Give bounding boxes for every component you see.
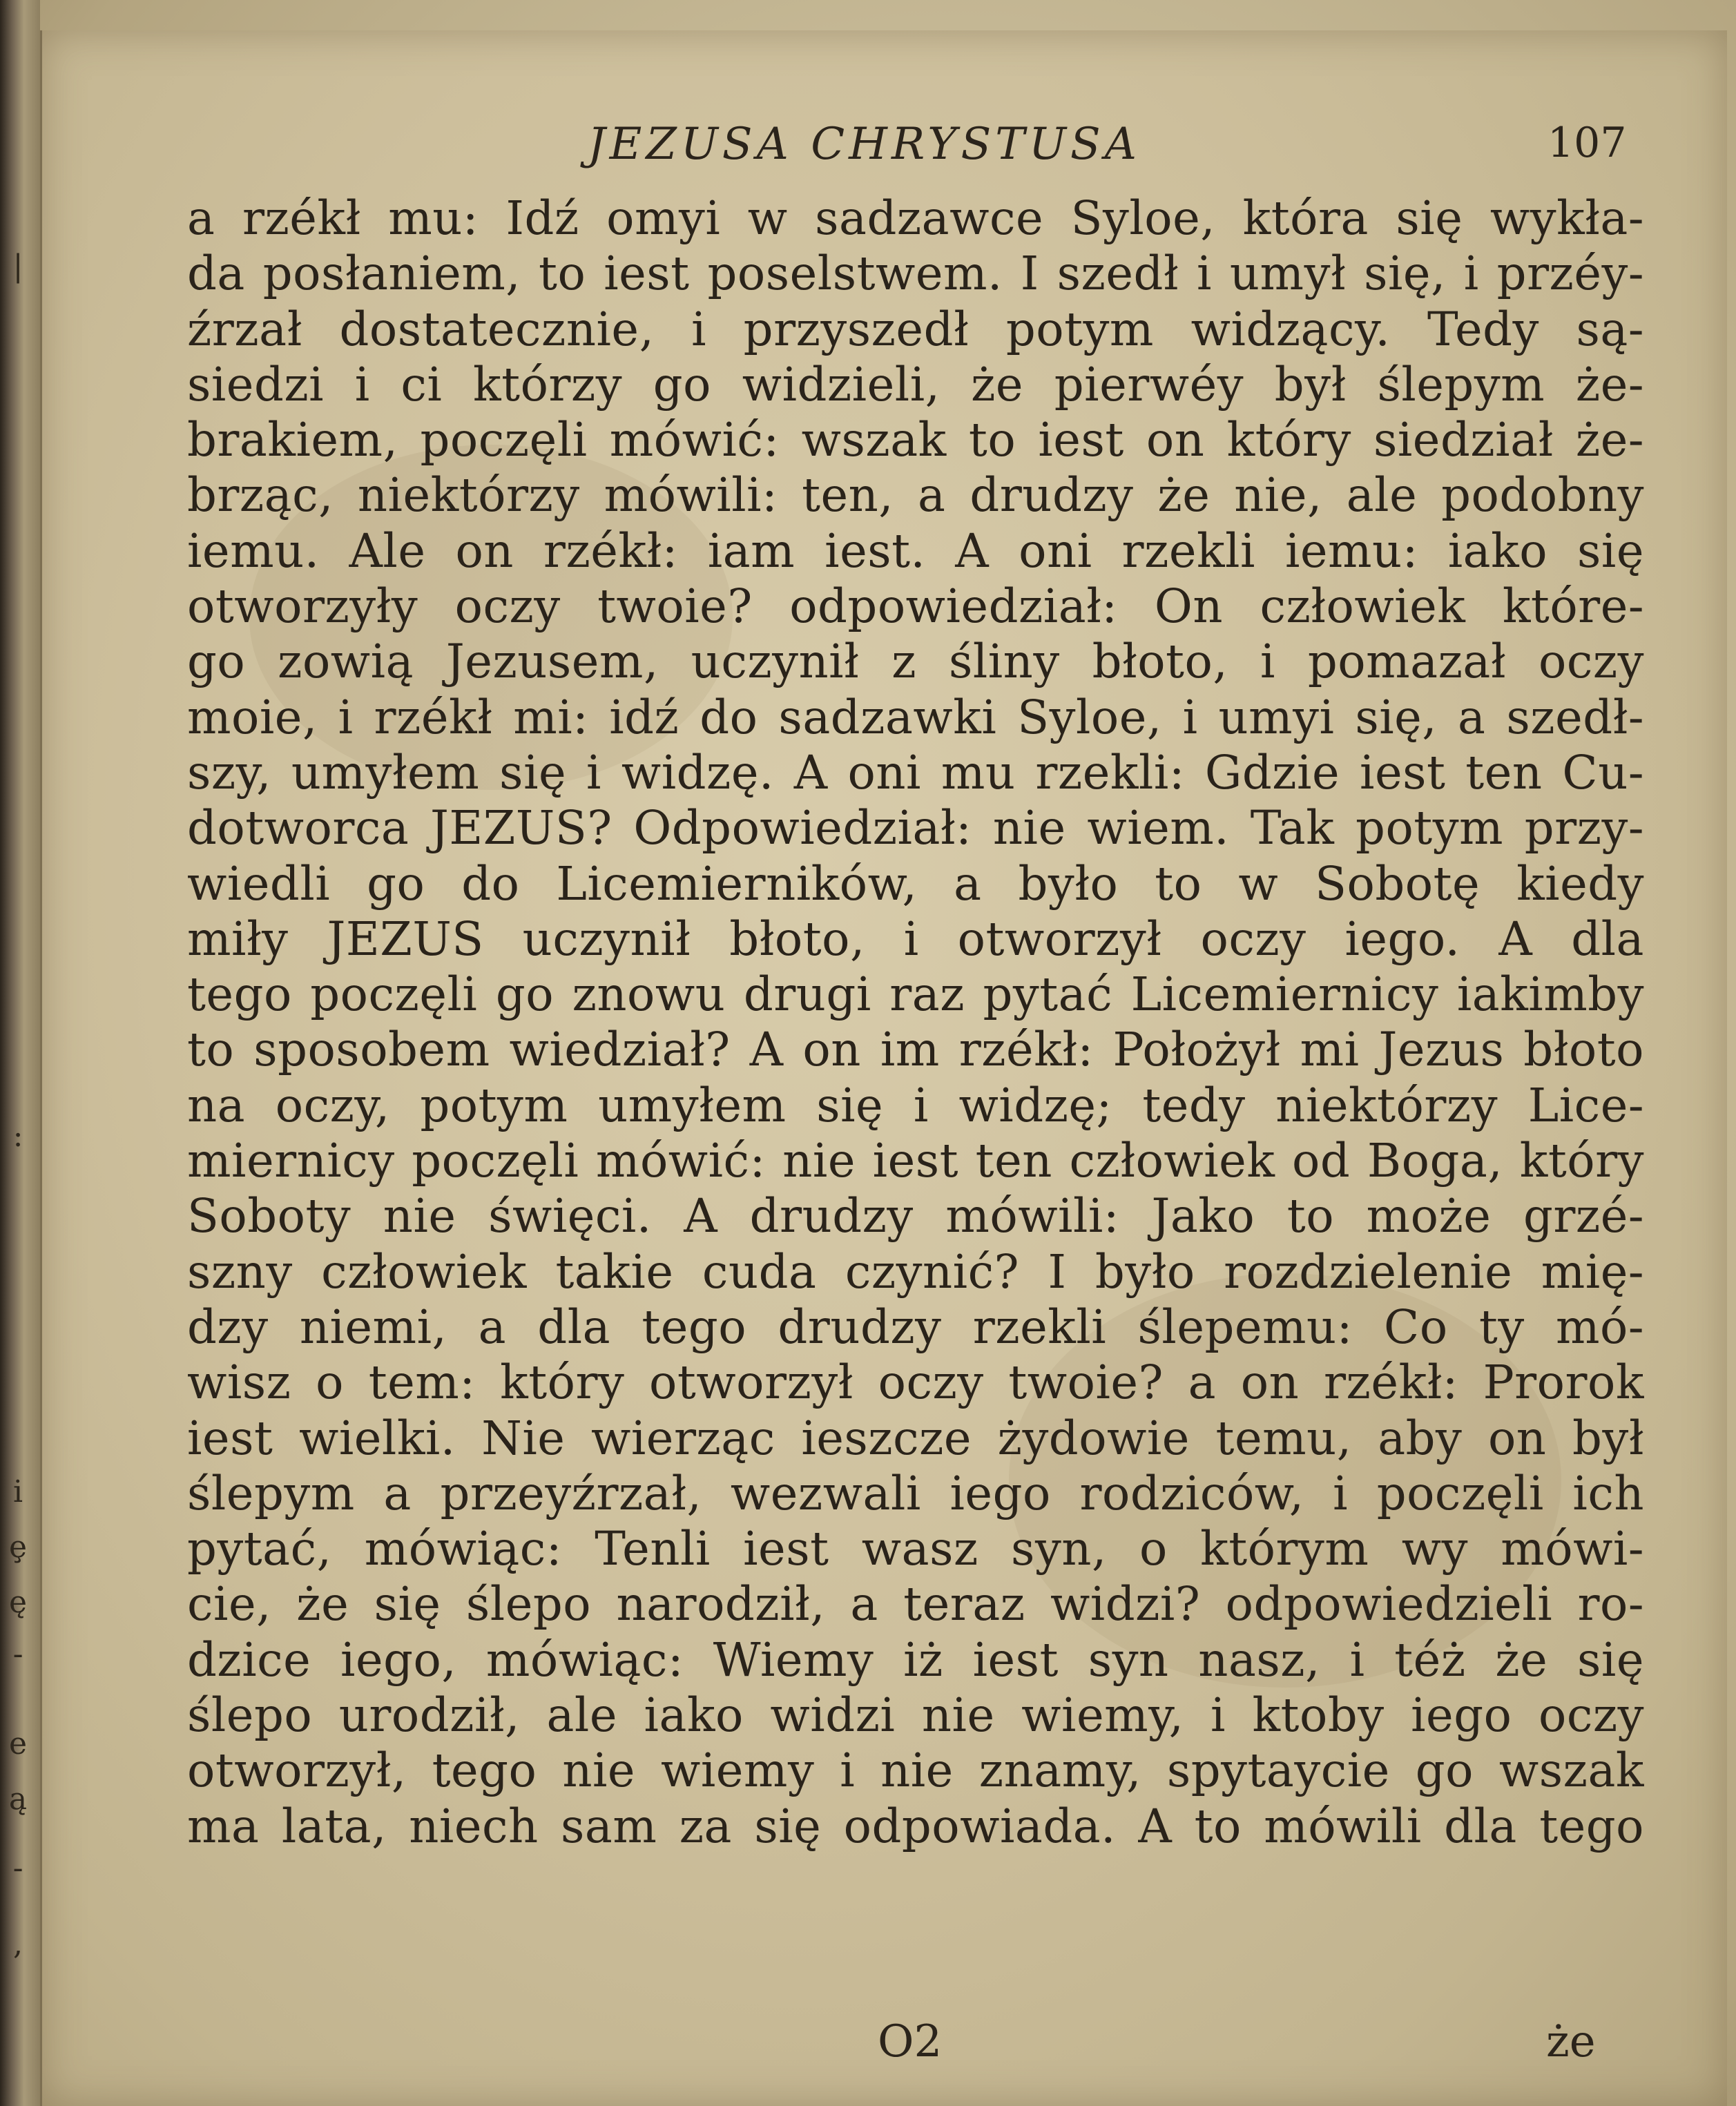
running-title: JEZUSA CHRYSTUSA xyxy=(588,119,1141,170)
text-line: szy, umyłem się i widzę. A oni mu rzekli: Gdzie iest ten Cu- xyxy=(187,745,1644,800)
text-line: tego poczęli go znowu drugi raz pytać Licemiernicy iakimby xyxy=(187,967,1644,1022)
margin-mark: e xyxy=(8,1726,28,1761)
text-line: go zowią Jezusem, uczynił z śliny błoto, i pomazał oczy xyxy=(187,635,1644,689)
book-page xyxy=(40,30,1727,2106)
text-line: to sposobem wiedział? A on im rzékł: Położył mi Jezus błoto xyxy=(187,1023,1644,1077)
text-line: cie, że się ślepo narodził, a teraz widzi? odpowiedzieli ro- xyxy=(187,1577,1644,1632)
text-line: iest wielki. Nie wierząc ieszcze żydowie temu, aby on był xyxy=(187,1411,1644,1465)
text-line: moie, i rzékł mi: idź do sadzawki Syloe, i umyi się, a szedł- xyxy=(187,690,1644,744)
margin-mark: ȩ xyxy=(8,1529,28,1565)
text-line: iemu. Ale on rzékł: iam iest. A oni rzekli iemu: iako się xyxy=(187,523,1644,578)
text-line: a rzékł mu: Idź omyi w sadzawce Syloe, która się wykła- xyxy=(187,191,1644,245)
text-line: otworzył, tego nie wiemy i nie znamy, spytaycie go wszak xyxy=(187,1743,1644,1798)
body-text xyxy=(187,191,1644,1854)
text-line: brząc, niektórzy mówili: ten, a drudzy że nie, ale podobny xyxy=(187,468,1644,523)
catchword: że xyxy=(1546,2016,1596,2067)
text-line: szny człowiek takie cuda czynić? I było rozdzielenie mię- xyxy=(187,1244,1644,1299)
previous-page-edge xyxy=(0,0,40,2106)
margin-mark: - xyxy=(12,1636,23,1672)
margin-mark: ę xyxy=(8,1585,28,1620)
text-line: dotworca JEZUS? Odpowiedział: nie wiem. Tak potym przy- xyxy=(187,801,1644,856)
text-line: brakiem, poczęli mówić: wszak to iest on który siedział że- xyxy=(187,413,1644,467)
left-margin-marks xyxy=(4,0,32,2106)
page-number: 107 xyxy=(1547,119,1627,167)
margin-mark: , xyxy=(13,1926,23,1962)
margin-mark: | xyxy=(12,249,23,284)
margin-mark: : xyxy=(12,1119,23,1154)
margin-mark: i xyxy=(12,1474,23,1509)
margin-mark: ą xyxy=(8,1781,28,1817)
text-line: dzice iego, mówiąc: Wiemy iż iest syn nasz, i téż że się xyxy=(187,1632,1644,1687)
text-line: miły JEZUS uczynił błoto, i otworzył oczy iego. A dla xyxy=(187,911,1644,966)
signature-mark: O2 xyxy=(878,2016,943,2067)
text-line: siedzi i ci którzy go widzieli, że pierwéy był ślepym że- xyxy=(187,357,1644,412)
text-line: miernicy poczęli mówić: nie iest ten człowiek od Boga, który xyxy=(187,1134,1644,1188)
text-line: wiedli go do Licemierników, a było to w Sobotę kiedy xyxy=(187,856,1644,911)
text-line: ślepo urodził, ale iako widzi nie wiemy, i ktoby iego oczy xyxy=(187,1688,1644,1743)
text-line: Soboty nie święci. A drudzy mówili: Jako to może grzé- xyxy=(187,1189,1644,1244)
text-line: pytać, mówiąc: Tenli iest wasz syn, o którym wy mówi- xyxy=(187,1522,1644,1576)
text-line: ślepym a przeyźrzał, wezwali iego rodziców, i poczęli ich xyxy=(187,1466,1644,1520)
text-line: dzy niemi, a dla tego drudzy rzekli ślepemu: Co ty mó- xyxy=(187,1300,1644,1354)
text-line: na oczy, potym umyłem się i widzę; tedy niektórzy Lice- xyxy=(187,1078,1644,1132)
text-line: źrzał dostatecznie, i przyszedł potym widzący. Tedy są- xyxy=(187,302,1644,356)
text-line: wisz o tem: który otworzył oczy twoie? a on rzékł: Prorok xyxy=(187,1355,1644,1410)
margin-mark: - xyxy=(12,1851,23,1886)
text-line: otworzyły oczy twoie? odpowiedział: On człowiek które- xyxy=(187,579,1644,634)
text-line: ma lata, niech sam za się odpowiada. A to mówili dla tego xyxy=(187,1799,1644,1853)
text-line: da posłaniem, to iest poselstwem. I szedł i umył się, i przéy- xyxy=(187,247,1644,301)
